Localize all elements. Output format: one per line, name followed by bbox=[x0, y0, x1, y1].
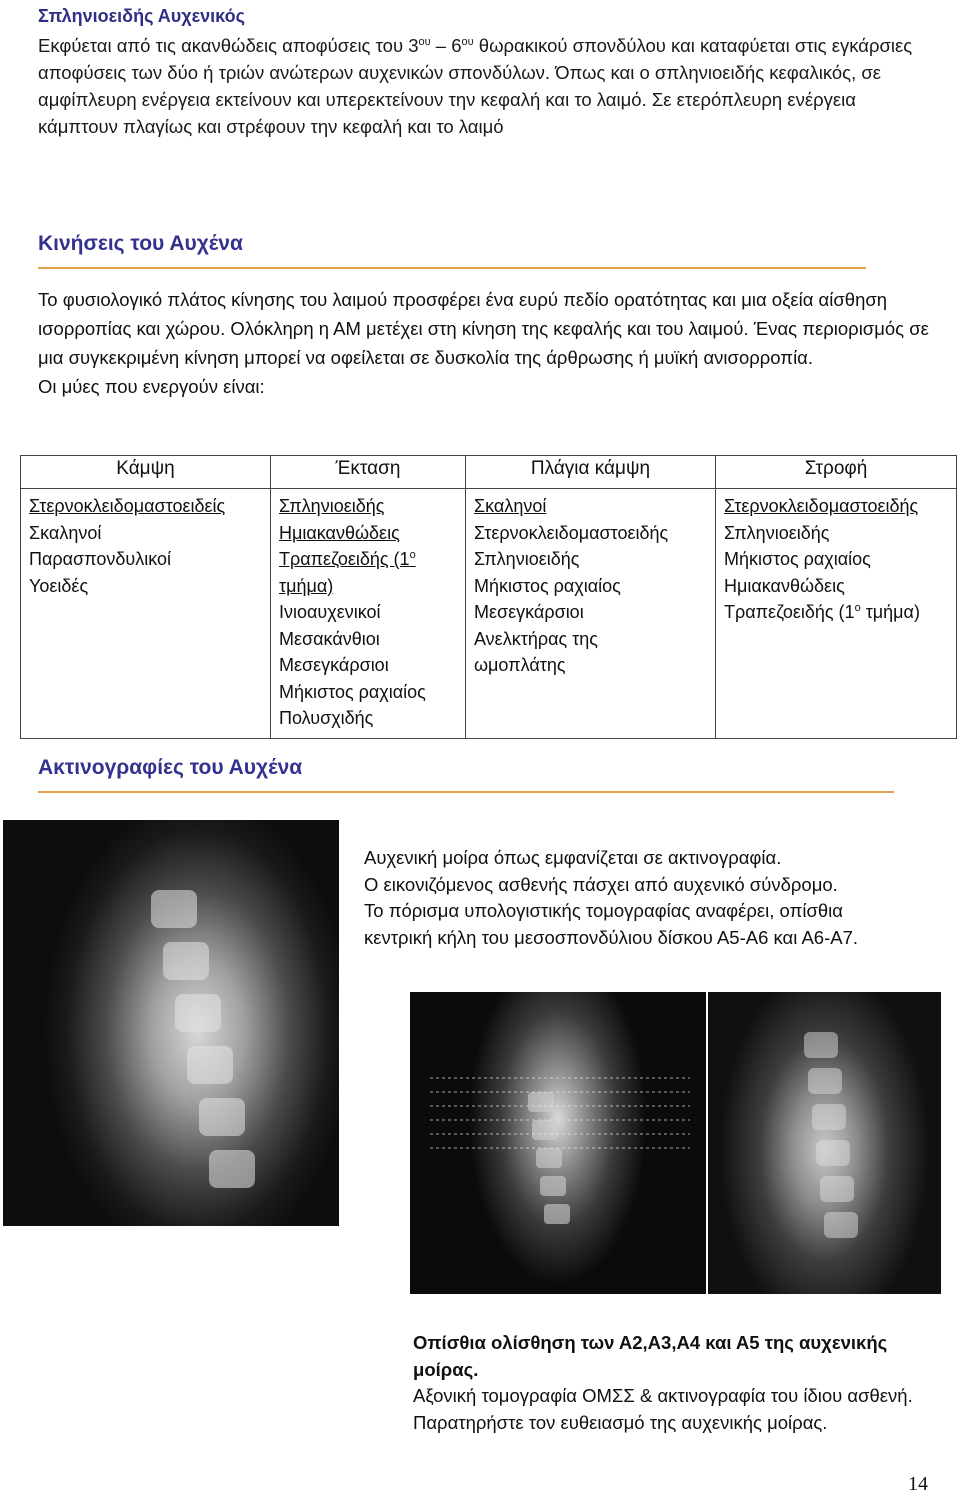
section-title-neck-movements: Κινήσεις του Αυχένα bbox=[38, 232, 243, 255]
list-item-text: Τραπεζοειδής (1 bbox=[724, 602, 855, 622]
section-title-xrays: Ακτινογραφίες του Αυχένα bbox=[38, 756, 303, 779]
list-item: Στερνοκλειδομαστοειδής bbox=[724, 496, 919, 516]
list-item: Πολυσχιδής bbox=[279, 708, 374, 728]
list-item: Μεσεγκάρσιοι bbox=[474, 602, 584, 622]
list-item bbox=[724, 599, 948, 626]
list-item: Ινιοαυχενικοί bbox=[279, 602, 381, 622]
list-item: Μήκιστος ραχιαίος bbox=[279, 681, 426, 702]
superscript: ου bbox=[418, 35, 431, 48]
muscle-table bbox=[20, 455, 957, 739]
list-item: Μεσεγκάρσιοι bbox=[279, 655, 389, 675]
list-item: Σπληνιοειδής bbox=[279, 496, 385, 516]
list-item bbox=[279, 546, 457, 573]
caption-line: Ο εικονιζόμενος ασθενής πάσχει από αυχενικό σύνδρομο. bbox=[364, 873, 838, 895]
xray-caption bbox=[364, 845, 909, 951]
superscript: ο bbox=[409, 549, 416, 561]
splenius-text-b: – 6 bbox=[430, 35, 462, 56]
mri-caption bbox=[413, 1330, 923, 1436]
header-flexion: Κάμψη bbox=[21, 456, 271, 489]
section-divider bbox=[38, 267, 866, 269]
list-item: Υοειδές bbox=[29, 575, 89, 596]
splenius-text-a: Εκφύεται από τις ακανθώδεις αποφύσεις του 3 bbox=[38, 35, 419, 56]
list-item: Σκαληνοί bbox=[29, 522, 102, 543]
list-item: Σπληνιοειδής bbox=[724, 522, 830, 543]
header-lateral-flexion: Πλάγια κάμψη bbox=[466, 456, 716, 489]
cell-flexion bbox=[21, 489, 271, 739]
section-divider bbox=[38, 791, 894, 793]
list-item: Σκαληνοί bbox=[474, 496, 547, 516]
cell-rotation bbox=[716, 489, 957, 739]
list-item: Στερνοκλειδομαστοειδείς bbox=[29, 496, 226, 516]
lateral-xray-image bbox=[708, 992, 941, 1294]
mri-caption-text: Αξονική τομογραφία ΟΜΣΣ & ακτινογραφία του ίδιου ασθενή. Παρατηρήστε τον ευθειασμό της αυχενικής μοίρας. bbox=[413, 1385, 913, 1433]
cell-lateral-flexion bbox=[466, 489, 716, 739]
header-rotation: Στροφή bbox=[716, 456, 957, 489]
neck-movements-body: Το φυσιολογικό πλάτος κίνησης του λαιμού προσφέρει ένα ευρύ πεδίο ορατότητας και μια οξεία αίσθηση ισορροπίας και χώρου. Ολόκληρη η ΑΜ μετέχει στη κίνηση της κεφαλής και του λαιμού. Ένας περιορισμός σε μια συγκεκριμένη κίνηση μπορεί να οφείλεται σε δυσκολία της άρθρωσης ή μυϊκή ανισορροπία. bbox=[38, 289, 929, 368]
superscript: ου bbox=[461, 35, 474, 48]
mri-caption-bold: Οπίσθια ολίσθηση των Α2,Α3,Α4 και Α5 της αυχενικής μοίρας. bbox=[413, 1332, 888, 1380]
cell-extension bbox=[271, 489, 466, 739]
caption-line: Αυχενική μοίρα όπως εμφανίζεται σε ακτινογραφία. bbox=[364, 847, 782, 868]
section-title-splenius: Σπληνιοειδής Αυχενικός bbox=[38, 6, 245, 26]
list-item: Σπληνιοειδής bbox=[474, 549, 580, 569]
list-item: Μήκιστος ραχιαίος bbox=[474, 575, 621, 596]
cervical-xray-image bbox=[3, 820, 339, 1226]
table-header-row bbox=[21, 456, 957, 489]
list-item: Ημιακανθώδεις bbox=[279, 522, 400, 543]
header-extension: Έκταση bbox=[271, 456, 466, 489]
list-item: Μήκιστος ραχιαίος bbox=[724, 549, 871, 569]
list-item-text: Τραπεζοειδής (1 bbox=[279, 549, 410, 569]
neck-movements-paragraph bbox=[38, 285, 933, 401]
muscles-intro: Οι μύες που ενεργούν είναι: bbox=[38, 376, 265, 397]
table-row bbox=[21, 489, 957, 739]
list-item-text: τμήμα) bbox=[860, 602, 920, 622]
list-item: Στερνοκλειδομαστοειδής bbox=[474, 522, 669, 543]
caption-line: Το πόρισμα υπολογιστικής τομογραφίας αναφέρει, οπίσθια κεντρική κήλη του μεσοσπονδύλιου δίσκου Α5-Α6 και Α6-Α7. bbox=[364, 900, 859, 948]
superscript: ο bbox=[854, 602, 861, 614]
page-number: 14 bbox=[908, 1473, 928, 1495]
list-item: ωμοπλάτης bbox=[474, 655, 566, 675]
list-item: τμήμα) bbox=[279, 575, 334, 596]
cervical-mri-image bbox=[410, 992, 706, 1294]
list-item: Ανελκτήρας της bbox=[474, 628, 598, 649]
splenius-paragraph bbox=[38, 32, 933, 140]
list-item: Μεσακάνθιοι bbox=[279, 628, 380, 649]
splenius-text-c: θωρακικού σπονδύλου και καταφύεται στις εγκάρσιες αποφύσεις των δύο ή τριών ανώτερων αυχενικών σπονδύλων. Όπως και ο σπληνιοειδής κεφαλικός, σε αμφίπλευρη ενέργεια εκτείνουν και υπερεκτείνουν την κεφαλή και το λαιμό. Σε ετερόπλευρη ενέργεια κάμπτουν πλαγίως και στρέφουν την κεφαλή και το λαιμό bbox=[38, 35, 913, 137]
list-item: Ημιακανθώδεις bbox=[724, 575, 845, 596]
list-item: Παρασπονδυλικοί bbox=[29, 549, 171, 569]
